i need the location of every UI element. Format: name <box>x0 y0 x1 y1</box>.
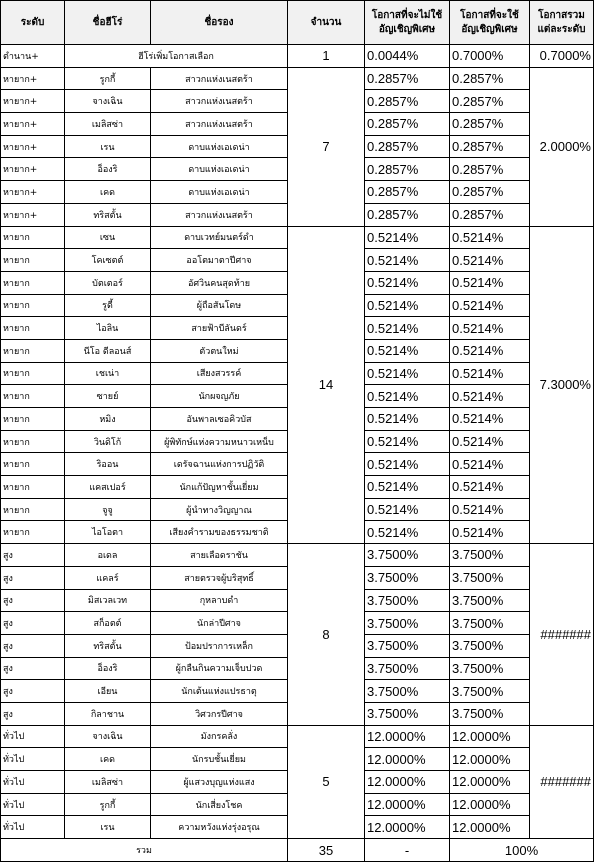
hero-name-cell: ทริสตั้น <box>65 203 151 226</box>
chance-no-special-cell: 12.0000% <box>365 816 450 839</box>
hero-title-cell: ตัวตนใหม่ <box>151 339 288 362</box>
hero-name-cell: อ็องริ <box>65 158 151 181</box>
hero-title-cell: ผู้กลืนกินความเจ็บปวด <box>151 657 288 680</box>
hero-title-cell: ดาบเวทย์มนตร์ดำ <box>151 226 288 249</box>
header-name: ชื่อฮีโร่ <box>65 1 151 45</box>
hero-name-cell: มิสเวลเวท <box>65 589 151 612</box>
hero-name-cell: สก็อตต์ <box>65 612 151 635</box>
hero-title-cell: ดาบแห่งเอเดน่า <box>151 181 288 204</box>
chance-special-cell: 3.7500% <box>450 657 530 680</box>
tier-cell: หายาก <box>1 294 65 317</box>
chance-special-cell: 12.0000% <box>450 748 530 771</box>
chance-no-special-cell: 12.0000% <box>365 771 450 794</box>
chance-no-special-cell: 0.2857% <box>365 113 450 136</box>
chance-special-cell: 0.5214% <box>450 521 530 544</box>
hero-title-cell: ผู้แสวงบุญแห่งแสง <box>151 771 288 794</box>
tier-cell: ทั่วไป <box>1 771 65 794</box>
chance-special-cell: 0.5214% <box>450 317 530 340</box>
tier-cell: สูง <box>1 566 65 589</box>
tier-cell: ตำนาน+ <box>1 45 65 68</box>
tier-cell: หายาก+ <box>1 203 65 226</box>
chance-no-special-cell: 0.2857% <box>365 135 450 158</box>
hero-title-cell: นักแก้ปัญหาชั้นเยี่ยม <box>151 476 288 499</box>
tier-cell: สูง <box>1 702 65 725</box>
hero-title-cell: วิศวกรปีศาจ <box>151 702 288 725</box>
tier-cell: หายาก <box>1 453 65 476</box>
tier-cell: หายาก <box>1 226 65 249</box>
chance-no-special-cell: 3.7500% <box>365 589 450 612</box>
chance-no-special-cell: 0.5214% <box>365 430 450 453</box>
tier-cell: หายาก+ <box>1 90 65 113</box>
hero-name-cell: วินดิโก้ <box>65 430 151 453</box>
chance-special-cell: 3.7500% <box>450 634 530 657</box>
hero-name-cell: บัตเตอร์ <box>65 271 151 294</box>
tier-cell: หายาก <box>1 521 65 544</box>
table-row <box>1 226 594 249</box>
chance-special-cell: 3.7500% <box>450 680 530 703</box>
tier-cell: สูง <box>1 589 65 612</box>
hero-title-cell: เดรัจฉานแห่งการปฏิวัติ <box>151 453 288 476</box>
hero-name-cell: รูกกี้ <box>65 67 151 90</box>
chance-special-cell: 0.2857% <box>450 90 530 113</box>
summary-row <box>1 839 594 862</box>
chance-special-cell: 0.5214% <box>450 385 530 408</box>
chance-special-cell: 0.2857% <box>450 181 530 204</box>
tier-cell: หายาก <box>1 362 65 385</box>
header-tier-total: โอกาสรวมแต่ละระดับ <box>530 1 594 45</box>
chance-no-special-cell: 3.7500% <box>365 657 450 680</box>
summary-label: รวม <box>1 839 288 862</box>
tier-cell: ทั่วไป <box>1 725 65 748</box>
chance-special-cell: 0.2857% <box>450 135 530 158</box>
hero-name-cell: นีโอ ดีลอนส์ <box>65 339 151 362</box>
hero-name-cell: จางเฉิน <box>65 725 151 748</box>
chance-no-special-cell: 3.7500% <box>365 634 450 657</box>
chance-special-cell: 0.5214% <box>450 408 530 431</box>
hero-title-cell: เสียงคำรามของธรรมชาติ <box>151 521 288 544</box>
chance-special-cell: 0.2857% <box>450 67 530 90</box>
chance-special-cell: 0.5214% <box>450 498 530 521</box>
hero-title-cell: อันพาลเซอคิวบัส <box>151 408 288 431</box>
hero-name-cell: เคด <box>65 748 151 771</box>
hero-title-cell: ดาบแห่งเอเดน่า <box>151 158 288 181</box>
chance-no-special-cell: 3.7500% <box>365 544 450 567</box>
hero-name-cell: เมลิสซ่า <box>65 771 151 794</box>
hero-title-cell: ดาบแห่งเอเดน่า <box>151 135 288 158</box>
hero-name-cell: หมิง <box>65 408 151 431</box>
table-row <box>1 544 594 567</box>
table-row <box>1 67 594 90</box>
chance-special-cell: 12.0000% <box>450 816 530 839</box>
hero-title-cell: เสียงสวรรค์ <box>151 362 288 385</box>
tier-cell: หายาก+ <box>1 181 65 204</box>
table-row <box>1 725 594 748</box>
tier-cell: หายาก <box>1 430 65 453</box>
summary-count: 35 <box>288 839 365 862</box>
chance-no-special-cell: 3.7500% <box>365 702 450 725</box>
hero-title-cell: กุหลาบดำ <box>151 589 288 612</box>
group-total-cell: 7.3000% <box>530 226 594 544</box>
chance-special-cell: 3.7500% <box>450 702 530 725</box>
chance-special-cell: 0.5214% <box>450 226 530 249</box>
header-chance-special: โอกาสที่จะใช้อัญเชิญพิเศษ <box>450 1 530 45</box>
hero-name-cell: เรน <box>65 135 151 158</box>
group-count-cell: 7 <box>288 67 365 226</box>
tier-cell: หายาก+ <box>1 67 65 90</box>
chance-special-cell: 0.7000% <box>450 45 530 68</box>
chance-no-special-cell: 3.7500% <box>365 612 450 635</box>
hero-name-cell: จูจู <box>65 498 151 521</box>
hero-name-cell: ริออน <box>65 453 151 476</box>
chance-no-special-cell: 0.5214% <box>365 271 450 294</box>
tier-cell: หายาก <box>1 271 65 294</box>
chance-special-cell: 3.7500% <box>450 566 530 589</box>
tier-cell: สูง <box>1 680 65 703</box>
chance-no-special-cell: 0.5214% <box>365 294 450 317</box>
hero-name-cell: โคเซตต์ <box>65 249 151 272</box>
header-chance-no-special: โอกาสที่จะไม่ใช้อัญเชิญพิเศษ <box>365 1 450 45</box>
group-total-cell: 0.7000% <box>530 45 594 68</box>
hero-name-cell: เรน <box>65 816 151 839</box>
chance-special-cell: 0.2857% <box>450 203 530 226</box>
tier-cell: หายาก <box>1 408 65 431</box>
hero-title-cell: นักเสี่ยงโชค <box>151 793 288 816</box>
tier-cell: หายาก <box>1 498 65 521</box>
hero-title-cell: ความหวังแห่งรุ่งอรุณ <box>151 816 288 839</box>
tier-cell: หายาก <box>1 249 65 272</box>
hero-title-cell: ออโตมาตาปีศาจ <box>151 249 288 272</box>
hero-title-cell: สาวกแห่งเนสตร้า <box>151 67 288 90</box>
chance-no-special-cell: 0.2857% <box>365 67 450 90</box>
group-count-cell: 1 <box>288 45 365 68</box>
hero-name-cell: อเดล <box>65 544 151 567</box>
tier-cell: หายาก+ <box>1 158 65 181</box>
chance-special-cell: 0.2857% <box>450 158 530 181</box>
hero-title-cell: สาวกแห่งเนสตร้า <box>151 90 288 113</box>
hero-title-cell: สายตรวจผู้บริสุทธิ์ <box>151 566 288 589</box>
header-title: ชื่อรอง <box>151 1 288 45</box>
chance-no-special-cell: 0.5214% <box>365 408 450 431</box>
group-total-cell: ####### <box>530 725 594 838</box>
tier-cell: หายาก <box>1 476 65 499</box>
group-total-cell: ####### <box>530 544 594 726</box>
hero-name-cell: แคสเปอร์ <box>65 476 151 499</box>
tier-cell: สูง <box>1 544 65 567</box>
header-tier: ระดับ <box>1 1 65 45</box>
hero-title-cell: ผู้ถือสันโดษ <box>151 294 288 317</box>
chance-no-special-cell: 12.0000% <box>365 725 450 748</box>
chance-no-special-cell: 0.2857% <box>365 203 450 226</box>
hero-title-cell: อัศวินคนสุดท้าย <box>151 271 288 294</box>
chance-no-special-cell: 12.0000% <box>365 793 450 816</box>
tier-cell: หายาก+ <box>1 135 65 158</box>
chance-no-special-cell: 0.5214% <box>365 249 450 272</box>
header-row <box>1 1 594 45</box>
tier-cell: หายาก <box>1 317 65 340</box>
chance-special-cell: 12.0000% <box>450 771 530 794</box>
hero-name-cell: เชเน่า <box>65 362 151 385</box>
chance-special-cell: 3.7500% <box>450 589 530 612</box>
chance-no-special-cell: 0.5214% <box>365 498 450 521</box>
chance-special-cell: 3.7500% <box>450 612 530 635</box>
tier-cell: หายาก+ <box>1 113 65 136</box>
hero-name-cell: รูกกี้ <box>65 793 151 816</box>
chance-no-special-cell: 0.5214% <box>365 362 450 385</box>
chance-special-cell: 3.7500% <box>450 544 530 567</box>
header-count: จำนวน <box>288 1 365 45</box>
group-total-cell: 2.0000% <box>530 67 594 226</box>
group-count-cell: 5 <box>288 725 365 838</box>
hero-name-cell: ไอโอตา <box>65 521 151 544</box>
hero-name-cell: ไอลิน <box>65 317 151 340</box>
chance-special-cell: 0.5214% <box>450 453 530 476</box>
hero-title-cell: นักรบชั้นเยี่ยม <box>151 748 288 771</box>
hero-name-cell: เมลิสซ่า <box>65 113 151 136</box>
hero-title-cell: ป้อมปราการเหล็ก <box>151 634 288 657</box>
hero-title-cell: นักเต้นแห่งแปรธาตุ <box>151 680 288 703</box>
table-row <box>1 45 594 68</box>
chance-special-cell: 0.5214% <box>450 294 530 317</box>
chance-no-special-cell: 0.5214% <box>365 226 450 249</box>
summary-p1: - <box>365 839 450 862</box>
hero-name-cell: กิลาชาน <box>65 702 151 725</box>
hero-title-cell: ผู้พิทักษ์แห่งความหนาวเหน็บ <box>151 430 288 453</box>
hero-merged-cell: ฮีโร่เพิ่มโอกาสเลือก <box>65 45 288 68</box>
chance-special-cell: 0.5214% <box>450 271 530 294</box>
hero-name-cell: อ็องริ <box>65 657 151 680</box>
hero-name-cell: เคด <box>65 181 151 204</box>
chance-special-cell: 0.5214% <box>450 430 530 453</box>
chance-special-cell: 0.5214% <box>450 362 530 385</box>
chance-no-special-cell: 0.5214% <box>365 476 450 499</box>
chance-no-special-cell: 0.5214% <box>365 317 450 340</box>
chance-special-cell: 0.2857% <box>450 113 530 136</box>
chance-no-special-cell: 3.7500% <box>365 566 450 589</box>
chance-special-cell: 0.5214% <box>450 476 530 499</box>
chance-no-special-cell: 0.2857% <box>365 158 450 181</box>
tier-cell: สูง <box>1 612 65 635</box>
chance-special-cell: 0.5214% <box>450 339 530 362</box>
hero-title-cell: มังกรคลั่ง <box>151 725 288 748</box>
tier-cell: สูง <box>1 657 65 680</box>
chance-no-special-cell: 0.5214% <box>365 453 450 476</box>
hero-title-cell: สายเลือดราชัน <box>151 544 288 567</box>
chance-no-special-cell: 0.5214% <box>365 521 450 544</box>
hero-name-cell: จางเฉิน <box>65 90 151 113</box>
table-body <box>1 45 594 862</box>
chance-special-cell: 12.0000% <box>450 793 530 816</box>
hero-title-cell: นักล่าปีศาจ <box>151 612 288 635</box>
hero-title-cell: นักผจญภัย <box>151 385 288 408</box>
summary-total: 100% <box>450 839 594 862</box>
chance-no-special-cell: 0.0044% <box>365 45 450 68</box>
chance-no-special-cell: 0.5214% <box>365 339 450 362</box>
group-count-cell: 14 <box>288 226 365 544</box>
chance-special-cell: 0.5214% <box>450 249 530 272</box>
tier-cell: ทั่วไป <box>1 748 65 771</box>
tier-cell: ทั่วไป <box>1 793 65 816</box>
hero-name-cell: ซายย์ <box>65 385 151 408</box>
hero-title-cell: สาวกแห่งเนสตร้า <box>151 113 288 136</box>
group-count-cell: 8 <box>288 544 365 726</box>
hero-name-cell: เอียน <box>65 680 151 703</box>
hero-name-cell: แคลร์ <box>65 566 151 589</box>
tier-cell: สูง <box>1 634 65 657</box>
hero-name-cell: ทริสตั้น <box>65 634 151 657</box>
tier-cell: หายาก <box>1 385 65 408</box>
hero-title-cell: ผู้นำทางวิญญาณ <box>151 498 288 521</box>
chance-no-special-cell: 0.5214% <box>365 385 450 408</box>
chance-no-special-cell: 3.7500% <box>365 680 450 703</box>
hero-name-cell: เซน <box>65 226 151 249</box>
tier-cell: หายาก <box>1 339 65 362</box>
chance-no-special-cell: 12.0000% <box>365 748 450 771</box>
tier-cell: ทั่วไป <box>1 816 65 839</box>
chance-special-cell: 12.0000% <box>450 725 530 748</box>
hero-name-cell: รูดี้ <box>65 294 151 317</box>
chance-no-special-cell: 0.2857% <box>365 90 450 113</box>
chance-no-special-cell: 0.2857% <box>365 181 450 204</box>
hero-title-cell: สาวกแห่งเนสตร้า <box>151 203 288 226</box>
hero-title-cell: สายฟ้าบีลันดร์ <box>151 317 288 340</box>
